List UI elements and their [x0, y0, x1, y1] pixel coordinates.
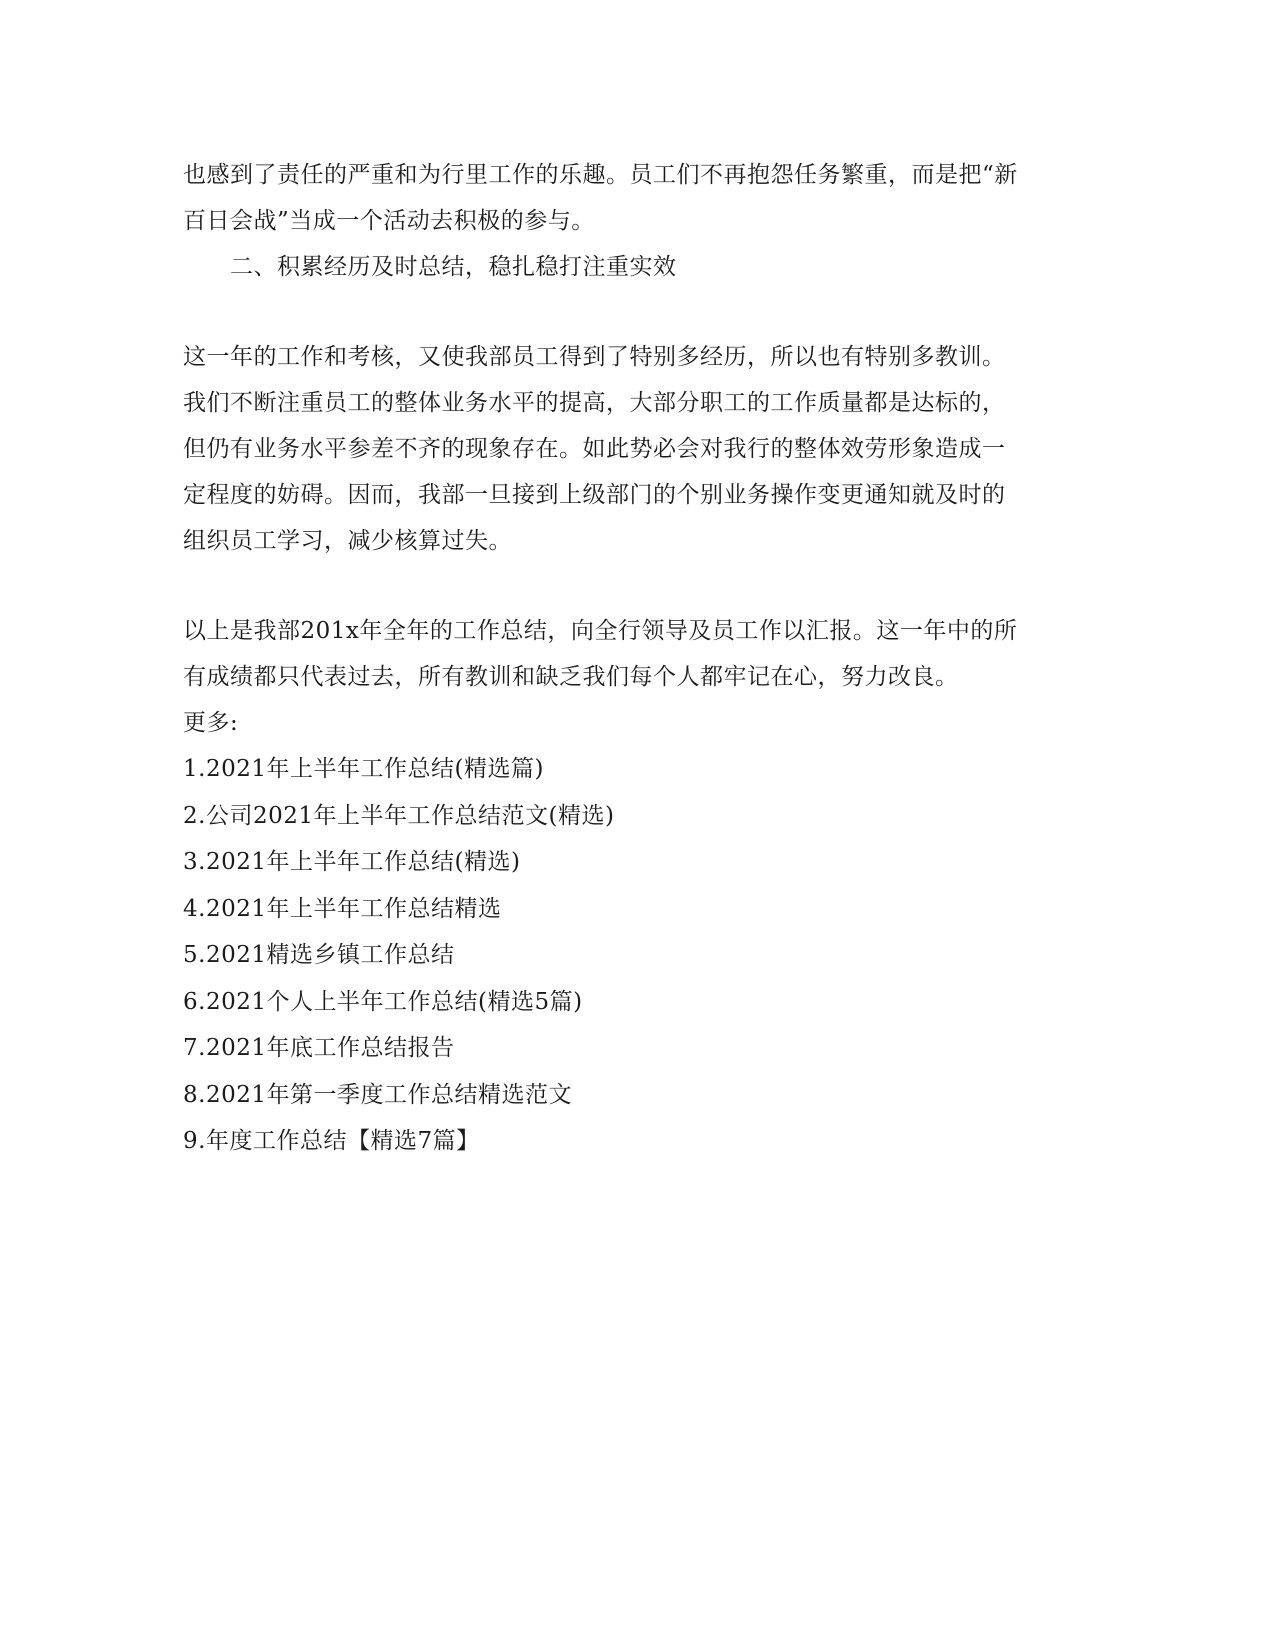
- more-link-item[interactable]: 1.2021年上半年工作总结(精选篇): [183, 756, 544, 782]
- paragraph-responsibility: [183, 152, 1063, 244]
- paragraph-spacer: [183, 290, 1063, 334]
- paragraph-line: 百日会战”当成一个活动去积极的参与。: [183, 208, 595, 234]
- more-link-item[interactable]: 6.2021个人上半年工作总结(精选5篇): [183, 988, 583, 1015]
- paragraph-line: 组织员工学习，减少核算过失。: [183, 528, 512, 554]
- more-link-item[interactable]: 4.2021年上半年工作总结精选: [183, 895, 502, 922]
- document-page: [183, 152, 1063, 1165]
- paragraph-experience: [183, 334, 1063, 564]
- more-link-item[interactable]: 7.2021年底工作总结报告: [183, 1035, 455, 1061]
- paragraph-line: 但仍有业务水平参差不齐的现象存在。如此势必会对我行的整体效劳形象造成一: [183, 436, 1006, 462]
- paragraph-line: 也感到了责任的严重和为行里工作的乐趣。员工们不再抱怨任务繁重，而是把“新: [183, 162, 1018, 188]
- paragraph-line: 定程度的妨碍。因而，我部一旦接到上级部门的个别业务操作变更通知就及时的: [183, 482, 1006, 508]
- paragraph-spacer: [183, 564, 1063, 608]
- paragraph-line: 我们不断注重员工的整体业务水平的提高，大部分职工的工作质量都是达标的，: [183, 390, 1006, 416]
- more-label: 更多:: [183, 710, 239, 736]
- more-links-list: [183, 746, 1063, 1165]
- more-link-item[interactable]: 8.2021年第一季度工作总结精选范文: [183, 1081, 572, 1108]
- more-link-item[interactable]: 3.2021年上半年工作总结(精选): [183, 849, 521, 875]
- more-link-item[interactable]: 2.公司2021年上半年工作总结范文(精选): [183, 802, 615, 829]
- paragraph-line: 这一年的工作和考核，又使我部员工得到了特别多经历，所以也有特别多教训。: [183, 344, 1006, 370]
- more-link-item[interactable]: 9.年度工作总结【精选7篇】: [183, 1128, 480, 1154]
- more-link-item[interactable]: 5.2021精选乡镇工作总结: [183, 942, 455, 968]
- paragraph-conclusion: [183, 608, 1063, 700]
- section-heading: 二、积累经历及时总结，稳扎稳打注重实效: [230, 254, 677, 280]
- paragraph-line: 以上是我部201x年全年的工作总结，向全行领导及员工作以汇报。这一年中的所: [183, 618, 1018, 644]
- paragraph-line: 有成绩都只代表过去，所有教训和缺乏我们每个人都牢记在心，努力改良。: [183, 664, 959, 690]
